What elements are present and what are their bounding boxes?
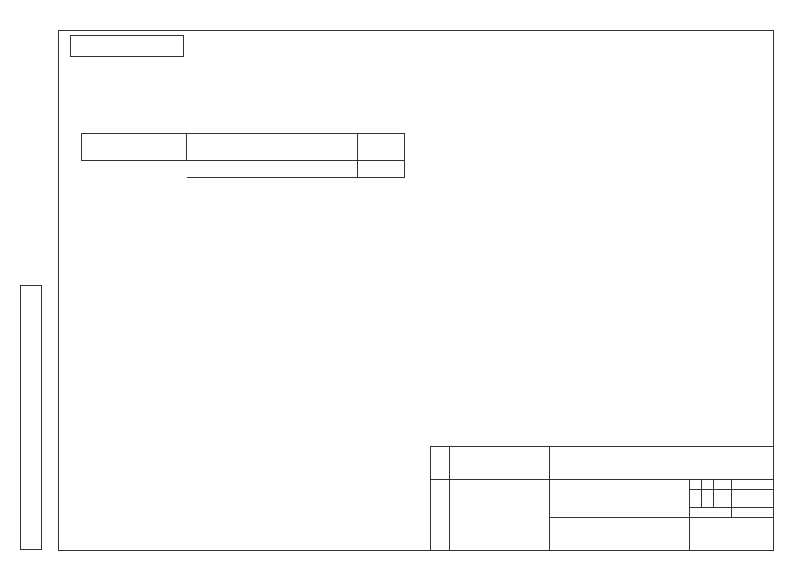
document-list-table [81, 133, 405, 178]
header-designation [82, 134, 187, 161]
header-note [358, 134, 405, 161]
table-header-row [82, 134, 405, 161]
total-label [187, 161, 358, 178]
side-margin-stamp [20, 285, 42, 550]
corner-document-code [70, 35, 184, 57]
total-value [358, 161, 405, 178]
table-total-row [82, 161, 405, 178]
title-block [430, 446, 774, 551]
header-name [187, 134, 358, 161]
